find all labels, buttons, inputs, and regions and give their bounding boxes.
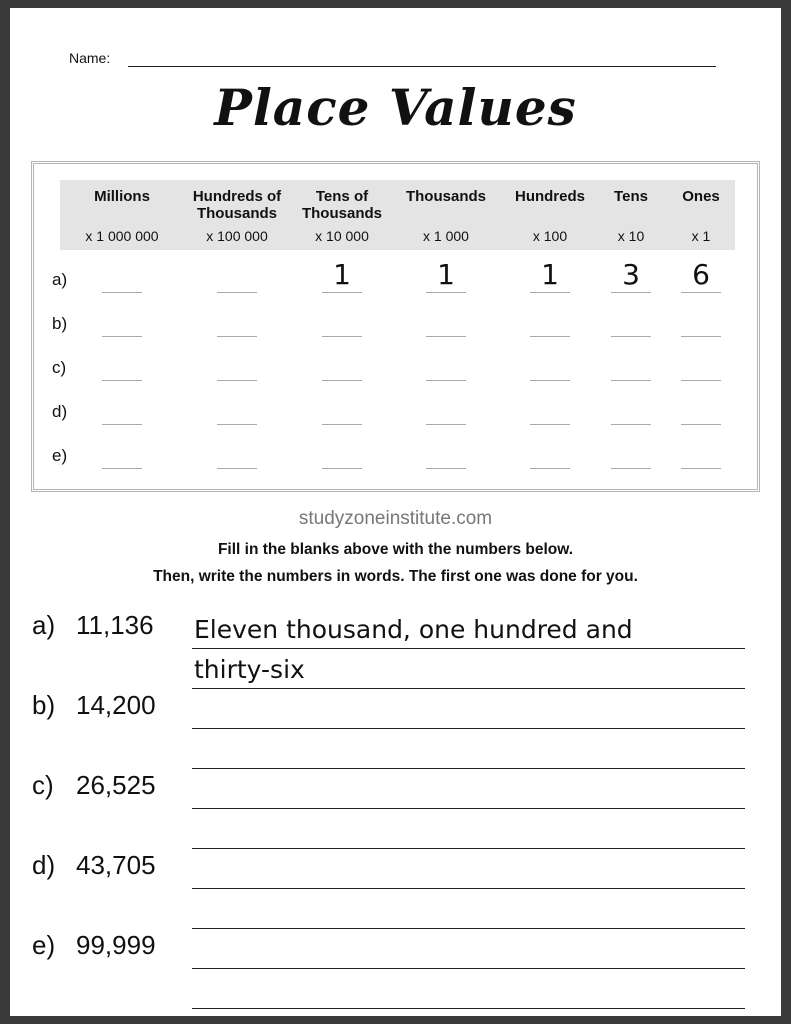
digit-blank[interactable] (426, 468, 466, 469)
digit-blank[interactable] (681, 468, 721, 469)
digit-blank[interactable] (611, 380, 651, 381)
answer-line[interactable] (192, 848, 745, 849)
column-multiplier: x 1 (691, 228, 711, 244)
column-multiplier: x 100 (532, 228, 568, 244)
answer-line[interactable] (192, 648, 745, 649)
exercise-number: 43,705 (76, 850, 156, 880)
digit-blank[interactable] (102, 380, 142, 381)
digit-blank[interactable] (102, 292, 142, 293)
answer-line[interactable] (192, 808, 745, 809)
digit-blank[interactable] (530, 468, 570, 469)
digit-value: 1 (437, 258, 455, 291)
answer-line[interactable] (192, 1008, 745, 1009)
column-multiplier: x 10 000 (315, 228, 369, 244)
answer-text: thirty-six (194, 655, 305, 684)
exercise-label: d) (32, 850, 56, 880)
name-line (128, 66, 716, 67)
exercise-number: 26,525 (76, 770, 156, 800)
digit-blank[interactable] (530, 380, 570, 381)
worksheet-page (10, 8, 781, 1016)
digit-blank[interactable] (530, 292, 570, 293)
column-multiplier: x 100 000 (206, 228, 268, 244)
instruction-line-2: Then, write the numbers in words. The first one was done for you. (153, 568, 638, 585)
digit-value: 1 (333, 258, 351, 291)
page-title: Place Values (214, 78, 577, 137)
exercise-label: b) (32, 690, 56, 720)
column-header: Hundreds (514, 188, 585, 205)
column-header: Hundreds of Thousands (192, 188, 282, 222)
digit-blank[interactable] (217, 380, 257, 381)
digit-blank[interactable] (611, 424, 651, 425)
instruction-line-1: Fill in the blanks above with the numbers below. (217, 541, 574, 558)
exercise-number: 99,999 (76, 930, 156, 960)
digit-blank[interactable] (611, 468, 651, 469)
column-header: Tens of Thousands (301, 188, 382, 222)
column-multiplier: x 1 000 (423, 228, 469, 244)
exercise-number: 14,200 (76, 690, 156, 720)
column-header: Ones (682, 188, 720, 205)
digit-blank[interactable] (322, 336, 362, 337)
digit-blank[interactable] (217, 336, 257, 337)
digit-blank[interactable] (530, 424, 570, 425)
column-header: Millions (94, 188, 150, 205)
row-label: a) (52, 270, 68, 289)
digit-blank[interactable] (102, 424, 142, 425)
digit-blank[interactable] (426, 380, 466, 381)
column-header: Tens (614, 188, 648, 205)
answer-line[interactable] (192, 888, 745, 889)
row-label: b) (52, 314, 68, 333)
digit-blank[interactable] (322, 424, 362, 425)
answer-line[interactable] (192, 768, 745, 769)
digit-blank[interactable] (681, 336, 721, 337)
digit-blank[interactable] (681, 292, 721, 293)
column-header: Thousands (405, 188, 486, 205)
digit-blank[interactable] (322, 380, 362, 381)
digit-blank[interactable] (681, 424, 721, 425)
digit-blank[interactable] (217, 424, 257, 425)
exercise-label: e) (32, 930, 56, 960)
digit-blank[interactable] (611, 292, 651, 293)
digit-value: 3 (622, 258, 640, 291)
answer-line[interactable] (192, 728, 745, 729)
row-label: e) (52, 446, 68, 465)
answer-text: Eleven thousand, one hundred and (194, 615, 633, 644)
digit-blank[interactable] (530, 336, 570, 337)
row-label: d) (52, 402, 68, 421)
name-label: Name: (69, 50, 111, 66)
digit-blank[interactable] (102, 336, 142, 337)
digit-blank[interactable] (681, 380, 721, 381)
website-text: studyzoneinstitute.com (298, 508, 493, 529)
digit-blank[interactable] (426, 292, 466, 293)
exercise-label: a) (32, 610, 56, 640)
column-multiplier: x 10 (617, 228, 645, 244)
row-label: c) (52, 358, 67, 377)
digit-blank[interactable] (217, 468, 257, 469)
exercise-label: c) (32, 770, 54, 800)
digit-blank[interactable] (322, 468, 362, 469)
digit-blank[interactable] (217, 292, 257, 293)
answer-line[interactable] (192, 928, 745, 929)
column-multiplier: x 1 000 000 (85, 228, 159, 244)
answer-line[interactable] (192, 968, 745, 969)
digit-blank[interactable] (426, 424, 466, 425)
digit-value: 6 (692, 258, 710, 291)
answer-line[interactable] (192, 688, 745, 689)
digit-blank[interactable] (322, 292, 362, 293)
digit-blank[interactable] (102, 468, 142, 469)
digit-blank[interactable] (426, 336, 466, 337)
exercise-number: 11,136 (76, 610, 154, 640)
digit-blank[interactable] (611, 336, 651, 337)
digit-value: 1 (541, 258, 559, 291)
